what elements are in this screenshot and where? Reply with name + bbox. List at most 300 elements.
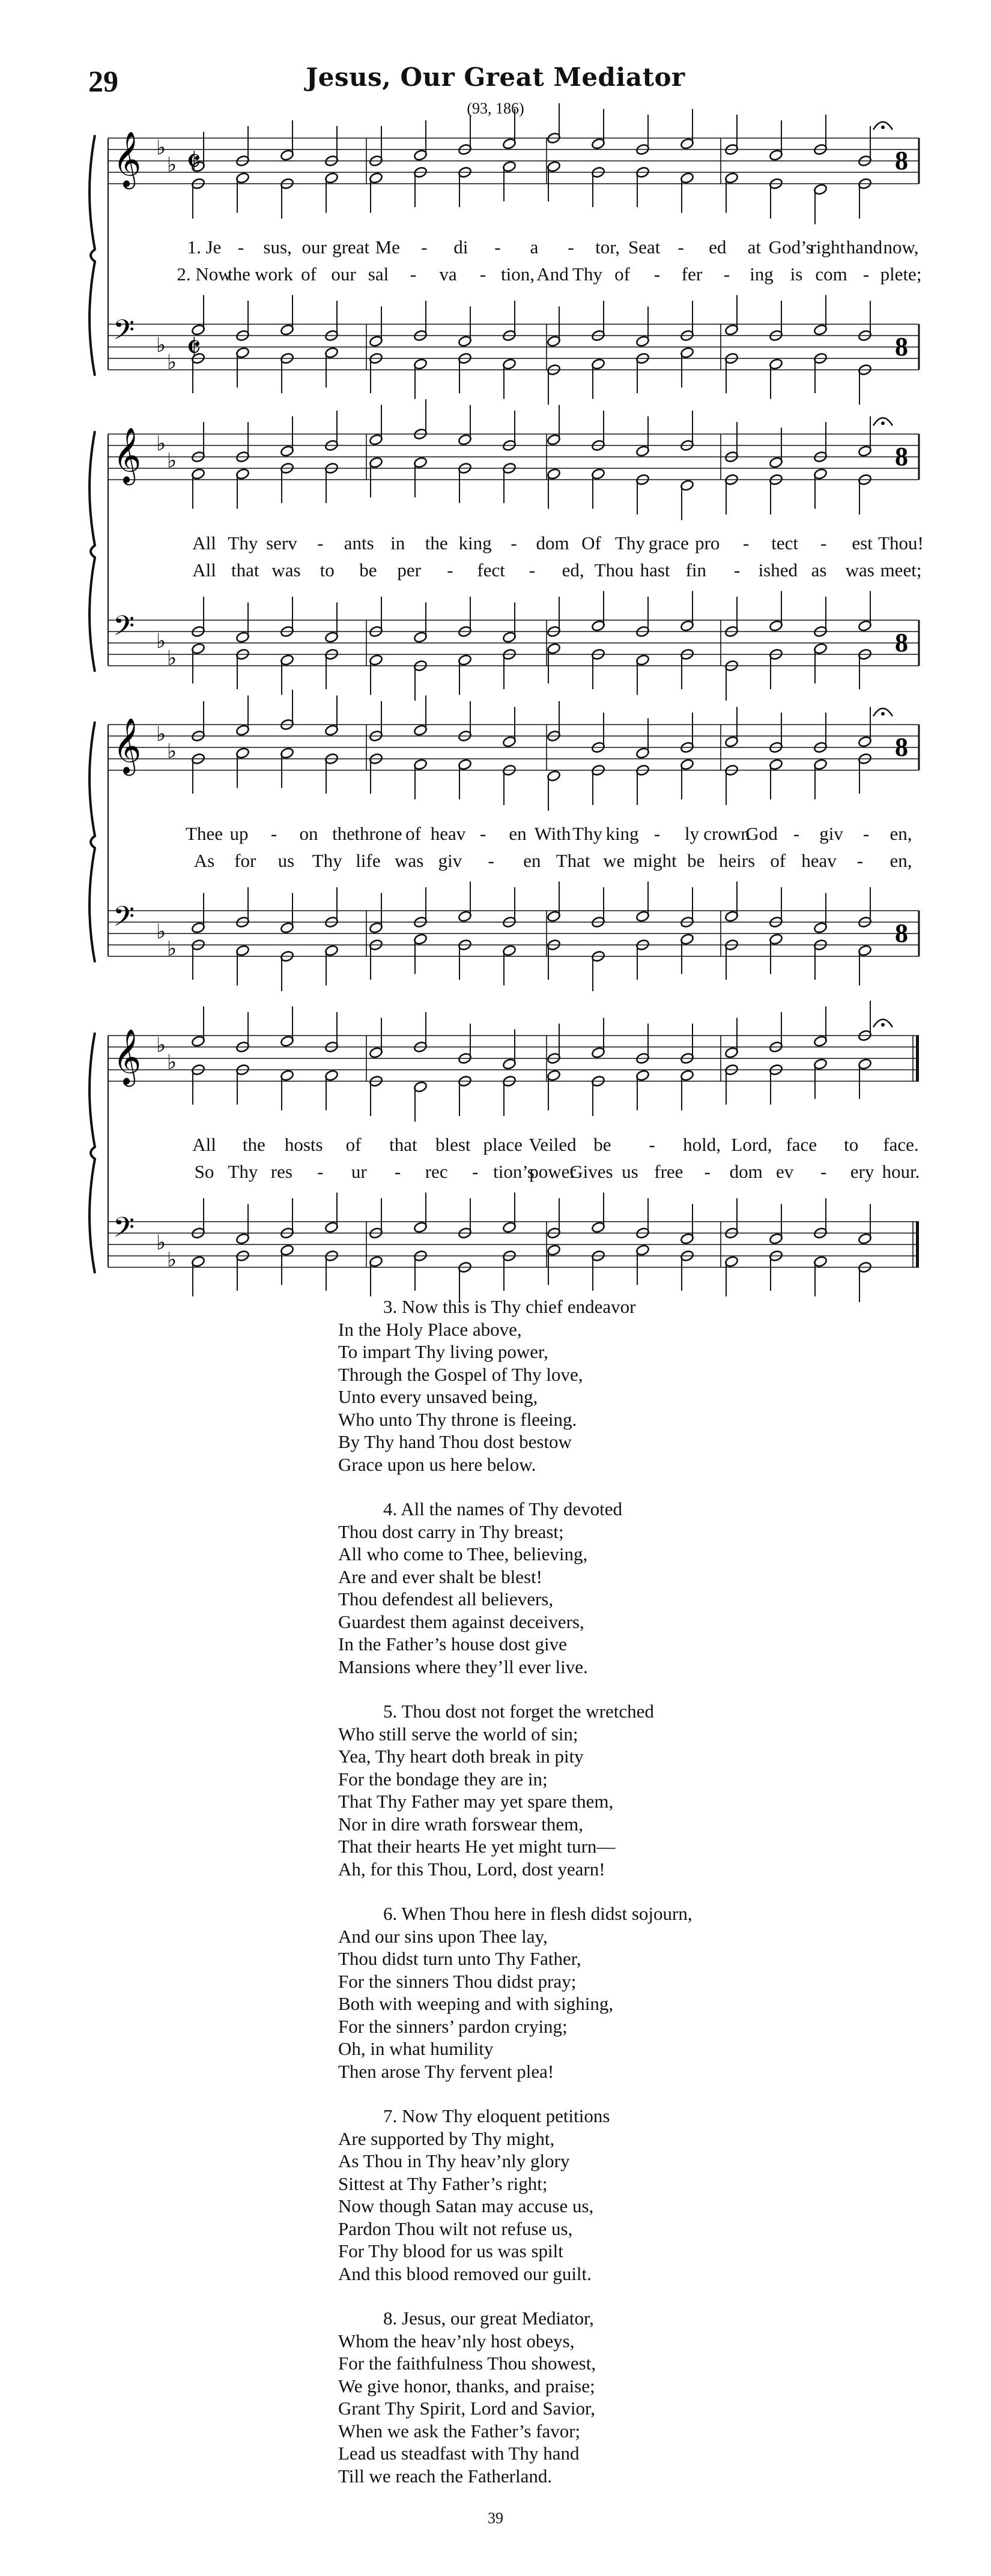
flat-icon: ♭ — [167, 1247, 177, 1272]
lyric-syllable: ing — [750, 264, 774, 285]
lyric-syllable: was — [395, 850, 424, 871]
lyric-syllable: res — [270, 1161, 292, 1182]
alto-note — [235, 172, 250, 213]
lyric-syllable: fer — [681, 264, 703, 285]
bass-note — [769, 933, 783, 974]
meter-eight: 8 — [895, 628, 908, 657]
meter-eight: 8 — [895, 332, 908, 361]
verse-line: Ah, for this Thou, Lord, dost yearn! — [338, 1858, 605, 1880]
alto-note — [813, 183, 828, 224]
soprano-note — [191, 1007, 205, 1048]
lyric-syllable: king — [458, 532, 492, 554]
bass-clef-icon: 𝄢 — [113, 314, 135, 353]
lyric-syllable: Thee — [186, 823, 223, 844]
lyric-syllable: Thy — [312, 850, 342, 871]
lyric-syllable: meet; — [880, 560, 922, 581]
lyric-syllable: our — [331, 264, 356, 285]
verse-line: Then arose Thy fervent plea! — [338, 2060, 554, 2082]
verse-line: Thou didst turn unto Thy Father, — [338, 1948, 581, 1969]
lyric-syllable: great — [332, 237, 370, 258]
lyric-syllable: fect — [477, 560, 505, 581]
alto-note — [813, 1058, 828, 1099]
lyric-syllable: be — [359, 560, 377, 581]
lyric-syllable: of — [345, 1134, 362, 1155]
lyric-syllable: might — [633, 850, 677, 871]
verse-line: As Thou in Thy heav’nly glory — [338, 2150, 570, 2171]
flat-icon: ♭ — [156, 432, 166, 456]
lyric-syllable: tion’s — [493, 1161, 535, 1182]
lyric-hyphen: - — [820, 1161, 827, 1182]
soprano-note — [858, 707, 872, 748]
tenor-note — [769, 591, 783, 632]
lyric-syllable: So — [194, 1161, 214, 1182]
verse-line: Now though Satan may accuse us, — [338, 2195, 594, 2216]
tenor-note — [369, 893, 383, 934]
tenor-note — [724, 882, 739, 923]
lyric-syllable: pro — [695, 532, 720, 554]
tenor-note — [191, 893, 205, 934]
soprano-note — [280, 1007, 294, 1048]
lyric-syllable: hold, — [683, 1134, 721, 1155]
verse-line: Thou defendest all believers, — [338, 1588, 554, 1609]
lyric-syllable: hour. — [882, 1161, 920, 1182]
system-brace — [89, 722, 95, 962]
flat-icon: ♭ — [156, 629, 166, 653]
verse-stanza — [338, 1498, 795, 1678]
flat-icon: ♭ — [167, 937, 177, 961]
alto-note — [635, 1069, 650, 1110]
meter-eight: 8 — [895, 442, 908, 471]
alto-note — [413, 1081, 428, 1121]
bass-note — [324, 346, 339, 387]
lyric-syllable: we — [603, 850, 625, 871]
lyric-hyphen: - — [677, 237, 684, 258]
bass-note — [813, 1255, 828, 1296]
lyric-hyphen: - — [494, 237, 501, 258]
soprano-note — [458, 405, 472, 446]
lyric-syllable: That — [556, 850, 590, 871]
tenor-note — [502, 603, 517, 644]
page-number: 39 — [488, 2509, 503, 2527]
tenor-note — [858, 591, 872, 632]
lyric-syllable: en, — [889, 823, 912, 844]
lyric-syllable: Thy — [572, 823, 602, 844]
lyric-syllable: God’s — [768, 237, 813, 258]
alto-note — [413, 758, 428, 799]
verse-line: Unto every unsaved being, — [338, 1386, 538, 1407]
lyric-syllable: hast — [640, 560, 670, 581]
lyric-syllable: Seat — [628, 237, 661, 258]
bass-note — [458, 654, 472, 695]
bass-note — [680, 933, 694, 974]
lyric-syllable: face. — [883, 1134, 919, 1155]
soprano-note — [724, 707, 739, 748]
alto-note — [324, 1069, 339, 1110]
alto-note — [191, 468, 205, 508]
final-barline — [916, 1036, 919, 1081]
lyric-syllable: ants — [344, 532, 374, 554]
lyric-syllable: work — [255, 264, 293, 285]
lyric-syllable: of — [614, 264, 630, 285]
lyric-syllable: in — [390, 532, 405, 554]
tenor-note — [813, 295, 828, 336]
lyric-syllable: en, — [889, 850, 912, 871]
tenor-note — [680, 591, 694, 632]
tenor-note — [324, 603, 339, 644]
lyric-syllable: heav — [801, 850, 837, 871]
verse-line: That their hearts He yet might turn— — [338, 1836, 616, 1857]
lyric-hyphen: - — [653, 264, 661, 285]
lyric-syllable: va — [439, 264, 457, 285]
lyric-syllable: God — [745, 823, 778, 844]
lyric-syllable: Of — [581, 532, 601, 554]
alto-note — [547, 1069, 561, 1110]
bass-note — [813, 642, 828, 683]
bass-note — [635, 1244, 650, 1285]
alto-note — [547, 468, 561, 508]
verse-line: 5. Thou dost not forget the wretched — [383, 1701, 654, 1722]
verse-line: For the sinners Thou didst pray; — [338, 1970, 577, 1992]
lyric-syllable: ev — [776, 1161, 794, 1182]
bass-note — [769, 358, 783, 399]
lyric-syllable: now, — [883, 237, 919, 258]
system-brace — [89, 1033, 95, 1273]
verse-stanza — [338, 1700, 795, 1880]
lyric-hyphen: - — [471, 1161, 479, 1182]
lyric-hyphen: - — [270, 823, 277, 844]
alto-note — [280, 1069, 294, 1110]
tenor-note — [502, 1193, 517, 1234]
lyric-syllable: serv — [266, 532, 297, 554]
alto-note — [324, 172, 339, 213]
flat-icon: ♭ — [156, 920, 166, 944]
lyric-syllable: plete; — [880, 264, 922, 285]
soprano-note — [769, 121, 783, 161]
lyric-syllable: right — [810, 237, 846, 258]
lyric-syllable: the — [332, 823, 355, 844]
tenor-note — [635, 882, 650, 923]
soprano-note — [858, 417, 872, 457]
lyric-syllable: tect — [771, 532, 799, 554]
soprano-note — [369, 405, 383, 446]
verse-line: And this blood removed our guilt. — [338, 2263, 592, 2284]
bass-note — [591, 358, 605, 399]
bass-note — [369, 1255, 383, 1296]
lyric-hyphen: - — [653, 823, 661, 844]
lyric-syllable: as — [811, 560, 827, 581]
lyric-syllable: heirs — [718, 850, 756, 871]
verse-line: Mansions where they’ll ever live. — [338, 1656, 588, 1677]
flat-icon: ♭ — [167, 646, 177, 671]
verse-line: Yea, Thy heart doth break in pity — [338, 1746, 584, 1767]
lyric-syllable: per — [397, 560, 421, 581]
lyric-hyphen: - — [479, 264, 486, 285]
flat-icon: ♭ — [167, 152, 177, 177]
verse-stanza — [338, 2307, 795, 2487]
lyric-syllable: tor, — [595, 237, 620, 258]
lyric-syllable: grace — [648, 532, 689, 554]
lyric-hyphen: - — [447, 560, 453, 581]
soprano-note — [502, 707, 517, 748]
verse-line: In the Father’s house dost give — [338, 1633, 567, 1654]
alto-note — [769, 758, 783, 799]
bass-note — [547, 1244, 561, 1285]
lyric-syllable: be — [687, 850, 705, 871]
bass-note — [413, 933, 428, 974]
verse-line: Pardon Thou wilt not refuse us, — [338, 2218, 573, 2239]
alto-note — [680, 1069, 694, 1110]
lyric-syllable: of — [301, 264, 317, 285]
flat-icon: ♭ — [167, 448, 177, 473]
lyric-syllable: Thy — [572, 264, 602, 285]
bass-note — [280, 1244, 294, 1285]
flat-icon: ♭ — [156, 1033, 166, 1057]
alto-note — [413, 456, 428, 497]
lyric-syllable: Thou — [594, 560, 634, 581]
lyric-syllable: All — [192, 532, 216, 554]
verse-line: Thou dost carry in Thy breast; — [338, 1521, 564, 1542]
verse-line: Are and ever shalt be blest! — [338, 1566, 543, 1587]
lyric-hyphen: - — [733, 560, 741, 581]
system-brace — [89, 431, 95, 672]
alto-note — [369, 456, 383, 497]
lyric-syllable: power — [529, 1161, 576, 1182]
lyric-syllable: en — [509, 823, 527, 844]
alto-note — [724, 172, 739, 213]
soprano-note — [591, 1018, 605, 1059]
verse-line: Are supported by Thy might, — [338, 2128, 555, 2149]
soprano-note — [413, 121, 428, 161]
tenor-note — [547, 307, 561, 348]
bass-clef-icon: 𝄢 — [113, 900, 135, 940]
meter-eight: 8 — [895, 732, 908, 762]
verse-line: All who come to Thee, believing, — [338, 1543, 588, 1564]
verse-line: Who unto Thy throne is fleeing. — [338, 1408, 577, 1430]
alto-note — [458, 758, 472, 799]
tenor-note — [591, 1193, 605, 1234]
verse-line: For the sinners’ pardon crying; — [338, 2015, 568, 2037]
lyric-syllable: free — [654, 1161, 683, 1182]
verse-line: Sittest at Thy Father’s right; — [338, 2173, 548, 2194]
verse-line: Oh, in what humility — [338, 2038, 494, 2059]
lyric-syllable: ly — [684, 823, 700, 844]
bass-note — [680, 346, 694, 387]
lyric-syllable: that — [389, 1134, 417, 1155]
soprano-note — [635, 417, 650, 457]
lyric-hyphen: - — [723, 264, 730, 285]
lyric-syllable: All — [192, 1134, 216, 1155]
verse-line: Both with weeping and with sighing, — [338, 1993, 614, 2014]
flat-icon: ♭ — [156, 1231, 166, 1255]
lyric-syllable: to — [844, 1134, 859, 1155]
lyric-syllable: of — [405, 823, 421, 844]
alto-note — [680, 172, 694, 213]
lyric-hyphen: - — [568, 237, 574, 258]
verse-line: Grace upon us here below. — [338, 1453, 536, 1475]
fermata-dot — [881, 712, 885, 716]
alto-note — [858, 1058, 872, 1099]
alto-note — [813, 758, 828, 799]
lyric-syllable: that — [231, 560, 259, 581]
verse-line: For the faithfulness Thou showest, — [338, 2353, 596, 2374]
lyric-syllable: the — [228, 264, 250, 285]
lyric-syllable: face — [786, 1134, 817, 1155]
lyric-syllable: was — [845, 560, 874, 581]
bass-note — [502, 944, 517, 985]
tenor-note — [813, 893, 828, 934]
lyric-hyphen: - — [856, 850, 863, 871]
lyric-hyphen: - — [511, 532, 517, 554]
alto-note — [369, 172, 383, 213]
tenor-note — [280, 893, 294, 934]
lyric-hyphen: - — [237, 237, 244, 258]
lyric-syllable: Thou! — [878, 532, 924, 554]
bass-note — [324, 944, 339, 985]
bass-staff — [108, 1211, 919, 1272]
bass-note — [858, 944, 872, 985]
meter-eight: 8 — [895, 146, 908, 175]
soprano-note — [724, 1018, 739, 1059]
verse-line: Lead us steadfast with Thy hand — [338, 2443, 580, 2464]
lyric-hyphen: - — [862, 264, 870, 285]
lyric-syllable: a — [530, 237, 539, 258]
lyric-syllable: tion, — [501, 264, 535, 285]
lyric-syllable: rec — [425, 1161, 448, 1182]
verse-stanza — [338, 2105, 795, 2285]
fermata-dot — [881, 1023, 885, 1027]
lyric-syllable: Thy — [228, 1161, 258, 1182]
final-barline — [916, 1222, 919, 1267]
meter-eight: 8 — [895, 918, 908, 948]
verse-line: Nor in dire wrath forswear them, — [338, 1813, 584, 1835]
lyric-syllable: Thy — [614, 532, 645, 554]
lyric-syllable: en — [523, 850, 541, 871]
lyric-syllable: giv — [438, 850, 462, 871]
lyric-syllable: was — [271, 560, 301, 581]
lyric-hyphen: - — [317, 532, 324, 554]
lyric-syllable: Me — [375, 237, 400, 258]
bass-note — [369, 654, 383, 695]
lyric-syllable: Lord, — [731, 1134, 772, 1155]
lyric-hyphen: - — [743, 532, 750, 554]
hymn-title: Jesus, Our Great Mediator — [306, 62, 685, 92]
lyric-syllable: As — [193, 850, 215, 871]
lyric-syllable: of — [770, 850, 786, 871]
bass-note — [191, 642, 205, 683]
alto-note — [502, 160, 517, 201]
bass-note — [235, 944, 250, 985]
alto-note — [280, 747, 294, 788]
lyric-syllable: est — [852, 532, 873, 554]
verse-line: That Thy Father may yet spare them, — [338, 1791, 614, 1812]
music-system — [84, 425, 924, 702]
lyric-syllable: the — [242, 1134, 265, 1155]
fermata-dot — [881, 125, 885, 129]
verse-stanza — [338, 1296, 795, 1476]
flat-icon: ♭ — [167, 350, 177, 375]
alto-note — [591, 468, 605, 508]
verse-line: 7. Now Thy eloquent petitions — [383, 2105, 610, 2126]
tenor-note — [413, 603, 428, 644]
alto-note — [547, 160, 561, 201]
tenor-note — [858, 1204, 872, 1245]
lyric-syllable: fin — [685, 560, 707, 581]
alto-note — [235, 468, 250, 508]
soprano-note — [280, 417, 294, 457]
verse-line: Through the Gospel of Thy love, — [338, 1363, 583, 1385]
lyric-hyphen: - — [479, 823, 486, 844]
flat-icon: ♭ — [156, 333, 166, 357]
lyric-syllable: sal — [368, 264, 389, 285]
lyric-syllable: 2. Now — [177, 264, 232, 285]
soprano-note — [813, 1007, 828, 1048]
verse-line: For the bondage they are in; — [338, 1768, 548, 1790]
alto-note — [680, 479, 694, 520]
bass-note — [280, 654, 294, 695]
bass-note — [502, 358, 517, 399]
lyric-syllable: ed — [709, 237, 727, 258]
bass-note — [635, 654, 650, 695]
system-brace — [89, 135, 95, 376]
verse-line: To impart Thy living power, — [338, 1341, 548, 1362]
lyric-syllable: com — [815, 264, 847, 285]
lyric-syllable: hand — [846, 237, 883, 258]
lyric-hyphen: - — [704, 1161, 711, 1182]
treble-clef-icon: 𝄞 — [113, 1028, 142, 1084]
lyric-syllable: is — [790, 264, 803, 285]
lyric-syllable: Thy — [228, 532, 258, 554]
tenor-note — [635, 307, 650, 348]
tenor-note — [458, 307, 472, 348]
verse-line: By Thy hand Thou dost bestow — [338, 1431, 572, 1452]
lyric-syllable: at — [747, 237, 761, 258]
soprano-note — [280, 121, 294, 161]
verse-line: Whom the heav’nly host obeys, — [338, 2330, 575, 2351]
lyric-syllable: the — [425, 532, 448, 554]
lyric-syllable: dom — [729, 1161, 763, 1182]
music-system — [84, 129, 922, 406]
lyric-syllable: ery — [850, 1161, 874, 1182]
lyric-syllable: giv — [819, 823, 843, 844]
alto-note — [680, 758, 694, 799]
treble-clef-icon: 𝄞 — [113, 131, 142, 187]
lyric-syllable: us — [277, 850, 295, 871]
lyric-syllable: hosts — [284, 1134, 323, 1155]
alto-note — [547, 770, 561, 810]
treble-clef-icon: 𝄞 — [113, 717, 142, 773]
lyric-syllable: for — [234, 850, 256, 871]
bass-note — [724, 1255, 739, 1296]
verse-line: Who still serve the world of sin; — [338, 1723, 578, 1745]
lyric-hyphen: - — [793, 823, 800, 844]
lyric-syllable: our — [302, 237, 327, 258]
lyric-syllable: us — [622, 1161, 638, 1182]
lyric-syllable: life — [356, 850, 381, 871]
lyric-syllable: on — [299, 823, 318, 844]
alto-note — [813, 468, 828, 508]
verse-line: And our sins upon Thee lay, — [338, 1925, 548, 1947]
lyric-hyphen: - — [395, 1161, 401, 1182]
lyric-hyphen: - — [820, 532, 827, 554]
flat-icon: ♭ — [167, 1050, 177, 1075]
music-system — [84, 1027, 919, 1303]
tenor-note — [724, 295, 739, 336]
treble-clef-icon: 𝄞 — [113, 427, 142, 483]
verse-line: 8. Jesus, our great Mediator, — [383, 2308, 594, 2329]
lyric-syllable: di — [453, 237, 468, 258]
verse-line: For Thy blood for us was spilt — [338, 2240, 563, 2261]
lyric-syllable: blest — [435, 1134, 471, 1155]
